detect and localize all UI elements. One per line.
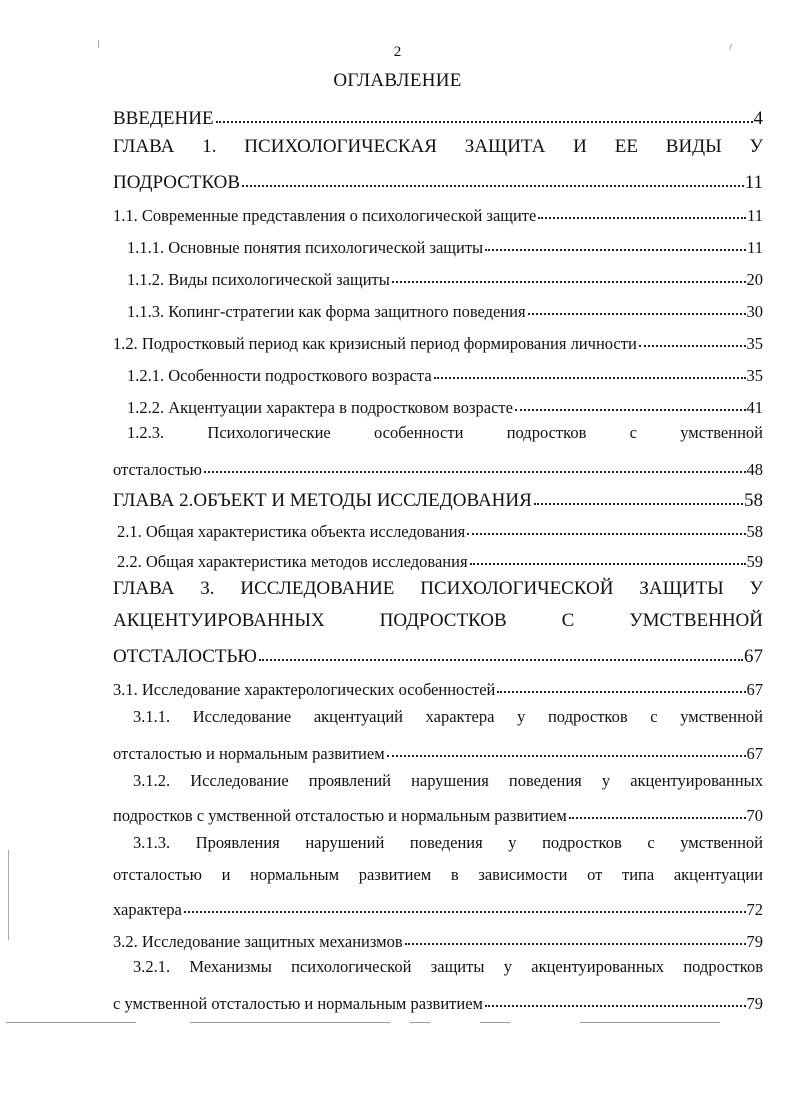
toc-entry-text: 1.1.1. Основные понятия психологической защиты bbox=[127, 238, 484, 257]
toc-entry-page: 59 bbox=[746, 552, 763, 571]
toc-entry-text: ГЛАВА 2.ОБЪЕКТ И МЕТОДЫ ИССЛЕДОВАНИЯ bbox=[113, 490, 532, 511]
toc-entry-1-1-1 bbox=[127, 228, 763, 258]
toc-entry-1-1-3 bbox=[127, 292, 763, 322]
scan-artifact-line bbox=[480, 1022, 510, 1023]
toc-entry-3-2 bbox=[113, 922, 763, 952]
toc-entry-page: 30 bbox=[746, 302, 763, 321]
toc-entry-3-1-3-line1: 3.1.3. Проявления нарушений поведения у подростков с умственной bbox=[133, 833, 763, 852]
toc-entry-introduction bbox=[113, 100, 763, 130]
toc-title: ОГЛАВЛЕНИЕ bbox=[333, 70, 462, 91]
toc-entry-text: 1.2. Подростковый период как кризисный период формирования личности bbox=[113, 334, 637, 353]
toc-entry-page: 4 bbox=[753, 108, 763, 129]
toc-entry-text: ПОДРОСТКОВ bbox=[113, 172, 241, 193]
toc-entry-page: 11 bbox=[744, 172, 763, 193]
toc-entry-page: 48 bbox=[746, 460, 763, 479]
toc-entry-text: 1.2.2. Акцентуации характера в подростковом возрасте bbox=[127, 398, 513, 417]
toc-entry-1-2-3 bbox=[113, 450, 763, 480]
toc-entry-page: 79 bbox=[746, 932, 763, 951]
toc-entry-chapter-3 bbox=[113, 638, 763, 668]
toc-entry-text: 3.1. Исследование характерологических особенностей bbox=[113, 680, 496, 699]
toc-entry-text: 1.1. Современные представления о психологической защите bbox=[113, 206, 537, 225]
page-number: 2 bbox=[393, 44, 402, 60]
toc-entry-3-1-1 bbox=[113, 734, 763, 764]
toc-entry-page: 41 bbox=[746, 398, 763, 417]
toc-entry-3-1-3-line2: отсталостью и нормальным развитием в зависимости от типа акцентуации bbox=[113, 865, 763, 884]
toc-entry-3-1-1-line1: 3.1.1. Исследование акцентуаций характера у подростков с умственной bbox=[133, 707, 763, 726]
toc-entry-3-1-2-line1: 3.1.2. Исследование проявлений нарушения поведения у акцентуированных bbox=[133, 771, 763, 790]
scan-artifact-mark bbox=[98, 40, 99, 48]
toc-entry-3-1-2 bbox=[113, 796, 763, 826]
toc-entry-text: 2.1. Общая характеристика объекта исследования bbox=[117, 522, 466, 541]
toc-entry-page: 58 bbox=[746, 522, 763, 541]
toc-entry-text: подростков с умственной отсталостью и нормальным развитием bbox=[113, 806, 567, 825]
toc-entry-1-2-3-line1: 1.2.3. Психологические особенности подростков с умственной bbox=[127, 423, 763, 442]
toc-entry-3-1 bbox=[113, 670, 763, 700]
toc-entry-page: 58 bbox=[744, 490, 763, 511]
scan-artifact-line bbox=[6, 1022, 136, 1023]
toc-entry-text: 1.1.2. Виды психологической защиты bbox=[127, 270, 390, 289]
toc-entry-chapter-3-line1: ГЛАВА 3. ИССЛЕДОВАНИЕ ПСИХОЛОГИЧЕСКОЙ ЗАЩИТЫ У bbox=[113, 578, 763, 599]
toc-entry-page: 72 bbox=[746, 900, 763, 919]
toc-entry-1-2 bbox=[113, 324, 763, 354]
toc-entry-1-1-2 bbox=[127, 260, 763, 290]
toc-entry-page: 11 bbox=[747, 238, 763, 257]
toc-entry-page: 70 bbox=[746, 806, 763, 825]
toc-entry-chapter-1-line1: ГЛАВА 1. ПСИХОЛОГИЧЕСКАЯ ЗАЩИТА И ЕЕ ВИДЫ У bbox=[113, 136, 763, 157]
toc-entry-1-2-1 bbox=[127, 356, 763, 386]
toc-entry-text: 3.2. Исследование защитных механизмов bbox=[113, 932, 403, 951]
toc-entry-text: ВВЕДЕНИЕ bbox=[113, 108, 214, 129]
toc-entry-text: ОТСТАЛОСТЬЮ bbox=[113, 646, 257, 667]
toc-entry-chapter-2 bbox=[113, 482, 763, 512]
toc-entry-page: 67 bbox=[744, 646, 763, 667]
toc-entry-page: 79 bbox=[746, 994, 763, 1013]
toc-entry-text: 2.2. Общая характеристика методов исследования bbox=[117, 552, 468, 571]
toc-entry-page: 67 bbox=[746, 744, 763, 763]
toc-entry-text: с умственной отсталостью и нормальным развитием bbox=[113, 994, 483, 1013]
toc-entry-page: 35 bbox=[746, 366, 763, 385]
toc-entry-chapter-1 bbox=[113, 164, 763, 194]
scan-artifact-line bbox=[190, 1022, 390, 1023]
toc-entry-1-1 bbox=[113, 196, 763, 226]
toc-entry-2-1 bbox=[117, 512, 763, 542]
toc-entry-chapter-3-line2: АКЦЕНТУИРОВАННЫХ ПОДРОСТКОВ С УМСТВЕННОЙ bbox=[113, 610, 763, 631]
toc-entry-3-2-1 bbox=[113, 984, 763, 1014]
toc-entry-2-2 bbox=[117, 542, 763, 572]
toc-entry-page: 20 bbox=[746, 270, 763, 289]
toc-entry-3-1-3 bbox=[113, 890, 763, 920]
toc-entry-page: 11 bbox=[747, 206, 763, 225]
scan-artifact-line bbox=[580, 1022, 720, 1023]
toc-entry-text: характера bbox=[113, 900, 182, 919]
toc-entry-page: 67 bbox=[746, 680, 763, 699]
scan-artifact-margin bbox=[8, 850, 9, 940]
toc-entry-text: отсталостью bbox=[113, 460, 202, 479]
scan-artifact-line bbox=[410, 1022, 430, 1023]
toc-entry-1-2-2 bbox=[127, 388, 763, 418]
toc-entry-page: 35 bbox=[746, 334, 763, 353]
toc-entry-text: 1.2.1. Особенности подросткового возраста bbox=[127, 366, 432, 385]
toc-entry-3-2-1-line1: 3.2.1. Механизмы психологической защиты у акцентуированных подростков bbox=[133, 957, 763, 976]
toc-entry-text: отсталостью и нормальным развитием bbox=[113, 744, 385, 763]
toc-entry-text: 1.1.3. Копинг-стратегии как форма защитного поведения bbox=[127, 302, 526, 321]
